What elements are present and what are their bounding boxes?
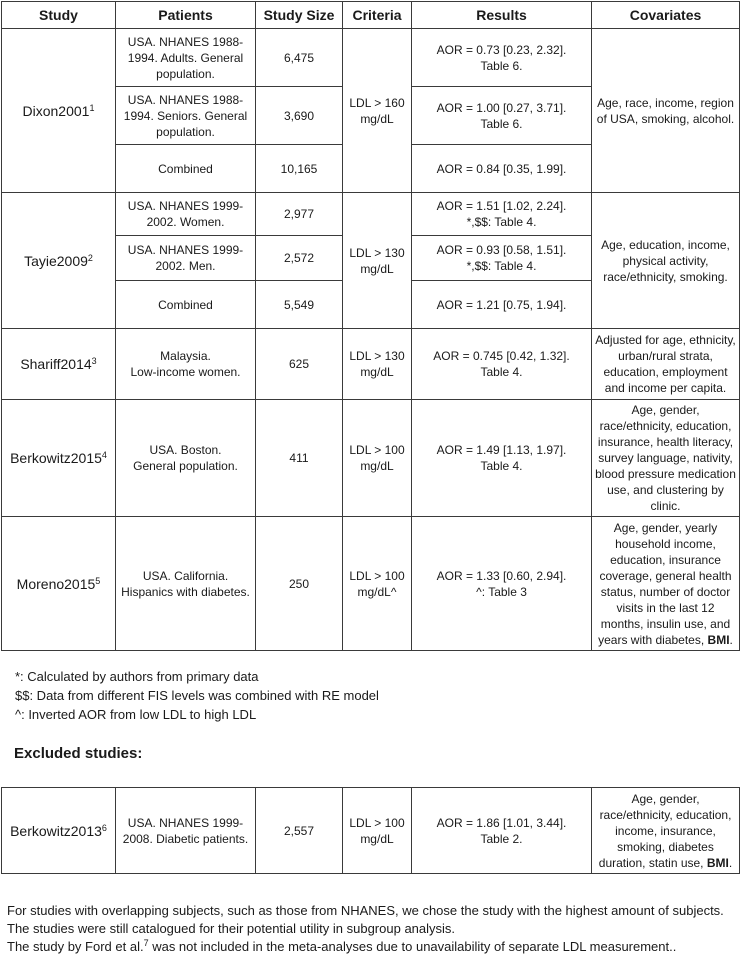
reference-number: 7 [143,938,149,948]
criteria-cell: LDL > 100 mg/dL [343,788,412,874]
study-cell [2,517,116,651]
result-line: AOR = 0.84 [0.35, 1.99]. [436,161,567,176]
reference-number: 5 [95,575,101,586]
covariates-text: Age, gender, race/ethnicity, education, income, insurance, smoking, diabetes duration, statin use, [598,791,732,870]
studies-table [1,1,740,651]
result-line: AOR = 1.33 [0.60, 2.94]. [436,568,567,583]
covariates-cell: Age, gender, race/ethnicity, education, insurance, health literacy, survey language, nativity, blood pressure medication use, and clustering by clinic. [592,400,740,517]
header-patients: Patients [116,2,256,29]
footer-line: For studies with overlapping subjects, such as those from NHANES, we chose the study with the highest amount of subjects. The studies were still catalogued for their potential utility in subgroup analysis. [7,903,724,936]
covariates-cell: Age, education, income, physical activity, race/ethnicity, smoking. [592,193,740,329]
study-name: Shariff2014 [20,356,92,372]
result-line: AOR = 1.00 [0.27, 3.71]. [436,100,567,115]
result-line: AOR = 0.73 [0.23, 2.32]. [436,42,567,57]
size-cell: 2,572 [256,236,343,281]
patients-line: Low-income women. [130,365,241,379]
result-line: AOR = 0.745 [0.42, 1.32]. [433,349,570,363]
reference-number: 3 [91,356,97,366]
result-line: AOR = 1.49 [1.13, 1.97]. [436,443,567,457]
table-row [2,517,740,651]
note-asterisk: *: Calculated by authors from primary data [15,669,259,684]
note-dollar: $$: Data from different FIS levels was combined with RE model [15,688,379,703]
criteria-cell: LDL > 160 mg/dL [343,29,412,193]
footer-text-a: The study by Ford et al. [7,939,144,954]
header-study-size: Study Size [256,2,343,29]
footer-text [7,902,740,956]
result-line: *,$$: Table 4. [466,215,537,229]
covariates-bold: BMI [706,855,729,870]
size-cell: 5,549 [256,281,343,329]
header-results: Results [412,2,592,29]
size-cell: 3,690 [256,87,343,145]
patients-cell: USA. NHANES 1999-2002. Men. [116,236,256,281]
patients-cell: Combined [116,281,256,329]
result-line: AOR = 1.51 [1.02, 2.24]. [436,199,567,213]
size-cell: 6,475 [256,29,343,87]
footer-text-b: was not included in the meta-analyses due to unavailability of separate LDL measurement.. [148,939,677,954]
note-caret: ^: Inverted AOR from low LDL to high LDL [15,707,257,722]
size-cell: 2,977 [256,193,343,236]
header-covariates: Covariates [592,2,740,29]
result-line: AOR = 1.86 [1.01, 3.44]. [436,815,567,830]
covariates-end: . [728,855,733,870]
result-line: *,$$: Table 4. [466,259,537,273]
patients-line: Hispanics with diabetes. [121,584,250,599]
covariates-cell: Adjusted for age, ethnicity, urban/rural strata, education, employment and income per capita. [592,329,740,400]
footer-line [7,938,740,956]
covariates-cell [592,517,740,651]
result-line: Table 2. [480,831,523,846]
result-line: Table 4. [480,459,523,473]
study-name: Dixon2001 [22,102,90,119]
study-cell [2,193,116,329]
study-cell [2,329,116,400]
results-cell [412,281,592,329]
study-cell [2,29,116,193]
patients-cell: USA. NHANES 1999-2008. Diabetic patients. [116,788,256,874]
table-row [2,400,740,517]
criteria-cell: LDL > 130 mg/dL [343,193,412,329]
covariates-cell: Age, race, income, region of USA, smoking, alcohol. [592,29,740,193]
patients-cell [116,400,256,517]
results-cell [412,788,592,874]
results-cell [412,193,592,236]
results-cell [412,145,592,193]
table-header-row [2,2,740,29]
patients-line: USA. California. [142,568,229,583]
criteria-cell: LDL > 130 mg/dL [343,329,412,400]
reference-number: 2 [87,252,93,263]
size-cell: 411 [256,400,343,517]
results-cell [412,87,592,145]
study-name: Moreno2015 [16,575,96,592]
reference-number: 6 [101,822,107,833]
result-line: Table 6. [480,116,523,131]
covariates-end: . [729,632,733,647]
results-cell [412,236,592,281]
patients-cell: USA. NHANES 1988-1994. Adults. General population. [116,29,256,87]
patients-cell: USA. NHANES 1988-1994. Seniors. General population. [116,87,256,145]
covariates-bold: BMI [707,632,730,647]
study-cell [2,400,116,517]
patients-cell: USA. NHANES 1999-2002. Women. [116,193,256,236]
results-cell [412,329,592,400]
results-cell [412,400,592,517]
size-cell: 625 [256,329,343,400]
covariates-cell [592,788,740,874]
result-line: Table 4. [480,365,523,379]
study-name: Tayie2009 [24,252,88,269]
table-row [2,29,740,87]
criteria-cell: LDL > 100 mg/dL [343,400,412,517]
table-row [2,193,740,236]
patients-cell [116,329,256,400]
criteria-cell: LDL > 100 mg/dL^ [343,517,412,651]
covariates-text: Age, gender, yearly household income, education, insurance coverage, general health status, number of doctor visits in the last 12 months, insulin use, and years with diabetes, [598,520,732,647]
excluded-studies-heading: Excluded studies: [14,745,143,762]
patients-line: Malaysia. [160,349,211,363]
patients-cell: Combined [116,145,256,193]
excluded-table [1,787,740,874]
header-study: Study [2,2,116,29]
study-cell [2,788,116,874]
results-cell [412,29,592,87]
result-line: Table 6. [480,58,523,73]
reference-number: 1 [89,102,95,113]
study-name: Berkowitz2015 [10,450,102,466]
study-name: Berkowitz2013 [10,822,102,839]
result-line: ^: Table 3 [476,584,527,599]
header-criteria: Criteria [343,2,412,29]
results-cell [412,517,592,651]
table-row [2,788,740,874]
size-cell: 10,165 [256,145,343,193]
patients-line: USA. Boston. [149,443,222,457]
size-cell: 250 [256,517,343,651]
patients-cell [116,517,256,651]
result-line: AOR = 1.21 [0.75, 1.94]. [436,297,567,312]
table-row [2,329,740,400]
patients-line: General population. [133,459,238,473]
reference-number: 4 [101,450,107,460]
table-notes [15,667,379,724]
size-cell: 2,557 [256,788,343,874]
result-line: AOR = 0.93 [0.58, 1.51]. [436,243,567,257]
